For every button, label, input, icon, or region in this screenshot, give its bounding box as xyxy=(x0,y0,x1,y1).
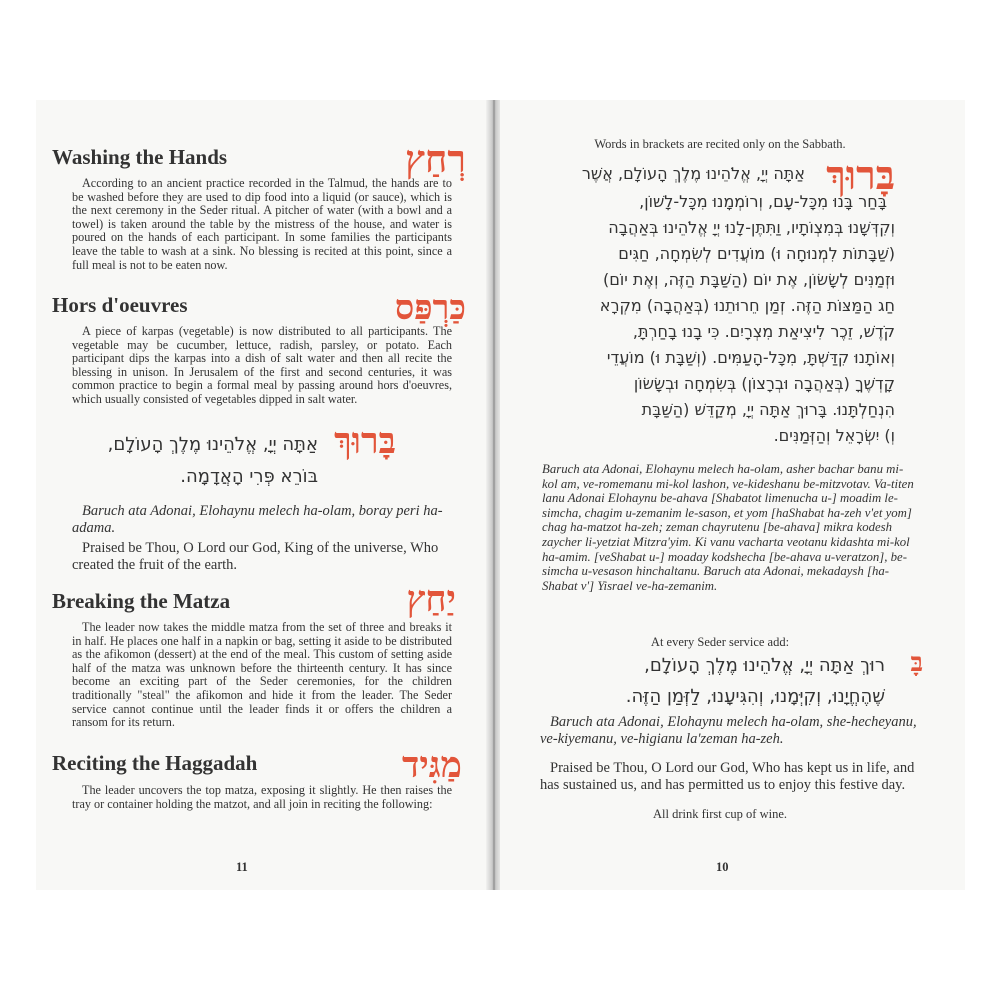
page-number-left: 11 xyxy=(236,860,248,874)
paragraph-hors-doeuvres: A piece of karpas (vegetable) is now distributed to all participants. The vegetable may be cucumber, lettuce, radish, parsley, or potato. Each participant dips the karpas into a dish of salt water and then all recite the blessing in unison. In Jerusalem of the first and second centuries, it was common practice to begin a formal meal by passing around hors d'oeuvres, which usually consisted of vegetables dipped in salt water. xyxy=(72,324,452,406)
note-first-cup: All drink first cup of wine. xyxy=(652,807,787,821)
right-page xyxy=(500,100,965,890)
kiddush-line-10: הִנְחַלְתָּנוּ. בָּרוּךְ אַתָּה יְיָ, מְקַדֵּשׁ (הַשַּׁבָּת xyxy=(641,400,895,419)
note-every-seder: At every Seder service add: xyxy=(650,635,790,649)
heading-washing-hands: Washing the Hands xyxy=(52,145,228,169)
hebrew-blessing-line-1: אַתָּה יְיָ, אֱלֹהֵינוּ מֶלֶךְ הָעוֹלָם, xyxy=(107,434,318,455)
kiddush-line-5: וּזְמַנִּים לְשָׂשׂוֹן, אֶת יוֹם (הַשַּׁבָּת הַזֶּה, וְאֶת יוֹם) xyxy=(603,270,895,289)
paragraph-breaking-matza: The leader now takes the middle matza from the set of three and breaks it in half. He places one half in a napkin or bag, setting it aside to be distributed as the afikomon (dessert) at the end of the meal. This custom of setting aside half of the matza was unknown before the thirteenth century. It has since become an exciting part of the Seder ceremonies, for the children traditionally "steal" the afikomon and hide it from the leader. The Seder service cannot continue until the leader finds it or offers the children a ransom for its return. xyxy=(72,620,452,730)
kiddush-line-7: קֹדֶשׁ, זֵכֶר לִיצִיאַת מִצְרָיִם. כִּי בָנוּ בָחַרְתָּ, xyxy=(632,322,895,341)
heading-breaking-matza: Breaking the Matza xyxy=(52,589,231,613)
hebrew-title-yachatz: יַחַץ xyxy=(406,578,456,620)
kiddush-line-1: אַתָּה יְיָ, אֱלֹהֵינוּ מֶלֶךְ הָעוֹלָם, אֲשֶׁר xyxy=(581,164,805,183)
left-page xyxy=(36,100,496,890)
paragraph-reciting-haggadah: The leader uncovers the top matza, exposing it slightly. He then raises the tray or container holding the matzot, and all join in reciting the following: xyxy=(72,783,452,811)
kiddush-line-9: קָדְשֶׁךָ (בְּאַהֲבָה וּבְרָצוֹן) בְּשִׂמְחָה וּבְשָׂשׂוֹן xyxy=(633,374,895,393)
shehecheyanu-line-1: רוּךְ אַתָּה יְיָ, אֱלֹהֵינוּ מֶלֶךְ הָעוֹלָם, xyxy=(644,655,885,676)
heading-hors-doeuvres: Hors d'oeuvres xyxy=(52,293,188,317)
translation-borei-pri: Praised be Thou, O Lord our God, King of the universe, Who created the fruit of the earth. xyxy=(72,540,439,573)
hebrew-drop-letter-shehecheyanu: בָּ xyxy=(910,648,923,678)
transliteration-kiddush: Baruch ata Adonai, Elohaynu melech ha-olam, asher bachar banu mi-kol am, ve-romemanu mi-kol lashon, ve-kideshanu be-mitzvotav. Va-titen lanu Adonai Elohaynu be-ahava [Shabatot limenucha u-] moadim le-simcha, chagim u-zemanim le-sason, et yom [haShabat ha-zeh v'et yom] chag ha-matzot ha-zeh; zeman chayrutenu [be-ahava] mikra kodesh zaycher li-yetziat Mitzra'yim. Ki vanu vacharta veotanu kidashta mi-kol ha-amim. [veShabat u-] moaday kodshecha [be-ahava u-veratzon], be-simcha u-vesason hinchaltanu. Baruch ata Adonai, mekadaysh [ha-Shabat v'] Yisrael ve-ha-zemanim. xyxy=(542,462,914,593)
hebrew-title-rachatz: רְחַץ xyxy=(405,136,466,181)
hebrew-title-karpas: כַּרְפַּס xyxy=(394,288,466,328)
hebrew-title-maggid: מַגִּיד xyxy=(402,744,462,786)
shehecheyanu-line-2: שֶׁהֶחֱיָנוּ, וְקִיְּמָנוּ, וְהִגִּיעָנוּ, לַזְּמַן הַזֶּה. xyxy=(625,686,885,707)
kiddush-line-2: בָּחַר בָּנוּ מִכָּל-עָם, וְרוֹמְמָנוּ מִכָּל-לָשׁוֹן, xyxy=(639,192,887,211)
paragraph-washing-hands: According to an ancient practice recorded in the Talmud, the hands are to be washed before they are used to dip food into a liquid (or sauce), which is the next ceremony in the Seder ritual. A pitcher of water (with a bowl and a towel) is taken around the table by the mistress of the house, and water is poured on the hands of each participant. In some families the participants leave the table to wash at a sink. No blessing is recited at this point, since a full meal is not to be eaten now. xyxy=(72,176,452,272)
kiddush-line-11: וְ) יִשְׂרָאֵל וְהַזְּמַנִּים. xyxy=(773,426,895,445)
transliteration-shehecheyanu: Baruch ata Adonai, Elohaynu melech ha-olam, she-hecheyanu, ve-kiyemanu, ve-higianu la'zeman ha-zeh. xyxy=(540,714,917,747)
kiddush-line-6: חַג הַמַּצּוֹת הַזֶּה. זְמַן חֵרוּתֵנוּ (בְּאַהֲבָה) מִקְרָא xyxy=(599,296,895,315)
hebrew-blessing-line-2: בּוֹרֵא פְּרִי הָאֲדָמָה. xyxy=(180,466,318,487)
note-sabbath-brackets: Words in brackets are recited only on the Sabbath. xyxy=(594,137,846,151)
heading-reciting-haggadah: Reciting the Haggadah xyxy=(52,751,258,775)
transliteration-borei-pri: Baruch ata Adonai, Elohaynu melech ha-olam, boray peri ha-adama. xyxy=(72,503,443,536)
hebrew-drop-word-baruch-kiddush: בָּרוּךְ xyxy=(826,152,895,199)
hebrew-drop-word-baruch: בָּרוּךְ xyxy=(334,420,396,462)
kiddush-line-4: (שַׁבָּתוֹת לִמְנוּחָה וּ) מוֹעֲדִים לְשִׂמְחָה, חַגִּים xyxy=(618,244,895,263)
kiddush-line-3: וְקִדְּשָׁנוּ בְּמִצְוֹתָיו, וַתִּתֶּן-לָנוּ יְיָ אֱלֹהֵינוּ בְּאַהֲבָה xyxy=(608,218,895,237)
translation-shehecheyanu: Praised be Thou, O Lord our God, Who has kept us in life, and has sustained us, and has permitted us to enjoy this festive day. xyxy=(540,760,915,793)
page-number-right: 10 xyxy=(716,860,729,874)
kiddush-line-8: וְאוֹתָנוּ קִדַּשְׁתָּ, מִכָּל-הָעַמִּים. (וְשַׁבָּת וּ) מוֹעֲדֵי xyxy=(606,348,895,367)
